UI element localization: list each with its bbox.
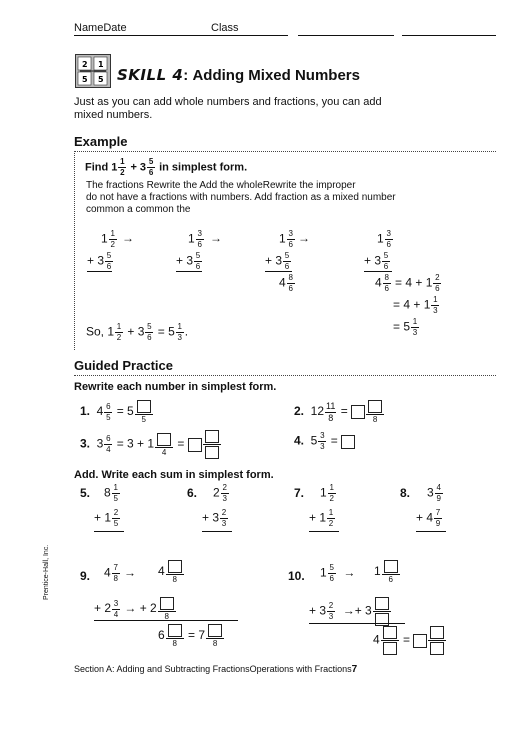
problem-8-top: 3 $\frac{4}{9}$ xyxy=(427,483,441,503)
answer-box[interactable] xyxy=(383,642,397,655)
class-line xyxy=(402,35,496,36)
problem-9-sum: 6 8 = 7 8 xyxy=(158,624,225,648)
problem-8-bottom: + 4 $\frac{7}{9}$ xyxy=(416,508,441,528)
answer-box[interactable] xyxy=(384,560,398,573)
problem-2: 2. 12 $\frac{11}{8}$ = 8 xyxy=(294,400,385,424)
problem-10-sum: 4 = xyxy=(373,626,447,655)
example-step3-top: 1 $\frac{3}{6}$ xyxy=(279,229,293,249)
problem-6: 6. xyxy=(187,486,198,500)
skill-title: SKILL 4: Adding Mixed Numbers xyxy=(117,66,360,84)
example-conclusion: So, 1 $\frac{1}{2}$ + 3 $\frac{5}{6}$ = 5 $\frac{1}{3}$ . xyxy=(86,322,189,342)
name-date-label: NameDate xyxy=(74,22,127,34)
example-divider xyxy=(74,151,496,152)
problem-9-top: 4 $\frac{7}{8}$ → xyxy=(104,563,137,583)
problem-10-bottom: + 3 $\frac{2}{3}$ →+ 3 xyxy=(309,597,392,626)
answer-box[interactable] xyxy=(160,597,174,610)
problem-3: 3. 3 $\frac{6}{4}$ = 3 + 1 4 = xyxy=(80,430,222,459)
problem-10-top: 1 $\frac{5}{6}$ → xyxy=(320,563,356,583)
problem-9-top-rewrite: 4 8 xyxy=(158,560,185,584)
example-step1-bottom: + 3 $\frac{5}{6}$ xyxy=(87,251,112,271)
arrow-icon: → xyxy=(298,231,310,245)
svg-text:2: 2 xyxy=(82,60,88,69)
svg-text:5: 5 xyxy=(98,75,104,84)
answer-box[interactable] xyxy=(375,597,389,610)
guided-practice-heading: Guided Practice xyxy=(74,358,173,373)
answer-box[interactable] xyxy=(157,433,171,446)
answer-box[interactable] xyxy=(341,435,355,449)
answer-box[interactable] xyxy=(168,624,182,637)
example-heading: Example xyxy=(74,134,128,149)
arrow-icon: → xyxy=(122,231,134,245)
problem-10-top-rewrite: 1 6 xyxy=(374,560,401,584)
example-step4-result: = 5 $\frac{1}{3}$ xyxy=(393,317,418,337)
answer-box[interactable] xyxy=(137,400,151,413)
answer-box[interactable] xyxy=(375,613,389,626)
problem-1: 1. 4 $\frac{6}{5}$ = 5 5 xyxy=(80,400,154,424)
arrow-icon: → xyxy=(210,231,222,245)
example-explanation: The fractions Rewrite the Add the wholeRewrite the improper do not have a fractions with numbers. Add fraction as a mixed number common a common the xyxy=(86,180,396,215)
footer-text: Section A: Adding and Subtracting FractionsOperations with Fractions xyxy=(74,664,352,674)
problem-7-bottom: + 1 $\frac{1}{2}$ xyxy=(309,508,334,528)
rewrite-heading: Rewrite each number in simplest form. xyxy=(74,381,277,393)
skill-name: Adding Mixed Numbers xyxy=(192,67,360,84)
example-step4-sum: 4 $\frac{8}{6}$ = 4 + 1 $\frac{2}{6}$ xyxy=(375,273,440,293)
answer-box[interactable] xyxy=(168,560,182,573)
example-step3-bottom: + 3 $\frac{5}{6}$ xyxy=(265,251,290,271)
arrow-icon: → xyxy=(124,601,137,616)
problem-5-top: 8 $\frac{1}{5}$ xyxy=(104,483,118,503)
problem-6-bottom: + 3 $\frac{2}{3}$ xyxy=(202,508,227,528)
svg-text:1: 1 xyxy=(98,60,104,69)
problem-9: 9. xyxy=(80,569,91,583)
skill-number: SKILL 4 xyxy=(117,66,184,84)
problem-9-bottom: + 2 $\frac{3}{4}$ → + 2 8 xyxy=(94,597,177,621)
arrow-icon: → xyxy=(343,565,356,580)
svg-text:5: 5 xyxy=(82,75,88,84)
example-step4-top: 1 $\frac{3}{6}$ xyxy=(377,229,391,249)
problem-10: 10. xyxy=(288,569,305,583)
add-heading: Add. Write each sum in simplest form. xyxy=(74,469,274,481)
answer-box[interactable] xyxy=(351,405,365,419)
class-label: Class xyxy=(211,22,239,34)
side-credit: Prentice-Hall, Inc. xyxy=(43,544,50,600)
answer-box[interactable] xyxy=(430,626,444,639)
answer-box[interactable] xyxy=(383,626,397,639)
example-step4-simplified: = 4 + 1 $\frac{1}{3}$ xyxy=(393,295,438,315)
fraction-calculator-icon xyxy=(75,54,111,88)
answer-box[interactable] xyxy=(205,430,219,443)
guided-divider xyxy=(74,375,496,376)
problem-5-bottom: + 1 $\frac{2}{5}$ xyxy=(94,508,119,528)
example-step4-bottom: + 3 $\frac{5}{6}$ xyxy=(364,251,389,271)
page-number: 7 xyxy=(351,664,358,675)
example-step2-top: 1 $\frac{3}{6}$ xyxy=(188,229,202,249)
problem-7-top: 1 $\frac{1}{2}$ xyxy=(320,483,334,503)
answer-box[interactable] xyxy=(413,634,427,648)
date-line xyxy=(298,35,394,36)
example-step3-sum: 4 $\frac{8}{6}$ xyxy=(279,273,293,293)
problem-8: 8. xyxy=(400,486,411,500)
example-step1-top: 1 $\frac{1}{2}$ xyxy=(101,229,115,249)
answer-box[interactable] xyxy=(208,624,222,637)
answer-box[interactable] xyxy=(368,400,382,413)
arrow-icon: → xyxy=(124,565,137,580)
problem-4: 4. 5 $\frac{3}{3}$ = xyxy=(294,432,355,451)
problem-6-top: 2 $\frac{2}{3}$ xyxy=(213,483,227,503)
name-line xyxy=(74,35,288,36)
example-left-border xyxy=(74,151,75,350)
problem-7: 7. xyxy=(294,486,305,500)
problem-5: 5. xyxy=(80,486,91,500)
example-step2-bottom: + 3 $\frac{5}{6}$ xyxy=(176,251,201,271)
answer-box[interactable] xyxy=(205,446,219,459)
answer-box[interactable] xyxy=(188,438,202,452)
example-task: Find 1 $\frac{1}{2}$ + 3 $\frac{5}{6}$ in simplest form. xyxy=(85,157,248,177)
footer xyxy=(74,664,357,675)
arrow-icon: → xyxy=(342,603,355,618)
intro-text: Just as you can add whole numbers and fractions, you can add mixed numbers. xyxy=(74,96,382,121)
answer-box[interactable] xyxy=(430,642,444,655)
